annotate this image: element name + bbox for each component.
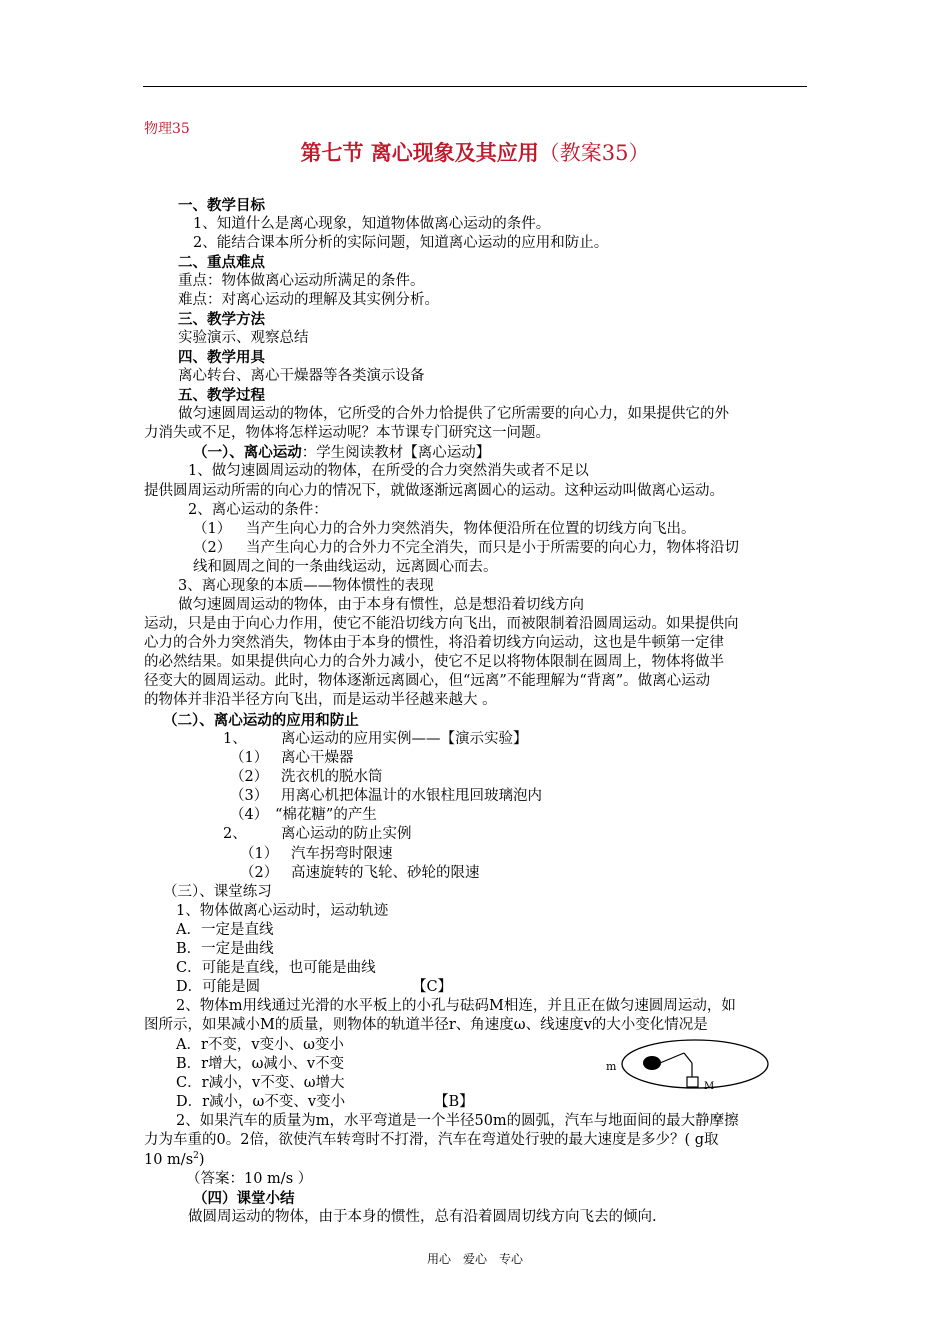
text-line: 做圆周运动的物体，由于本身的惯性，总有沿着圆周切线方向飞去的倾向. xyxy=(188,1209,657,1225)
string xyxy=(660,1053,684,1063)
label-M: M xyxy=(704,1081,715,1092)
list-number: （3） xyxy=(230,788,269,804)
text-line: 2、如果汽车的质量为m，水平弯道是一个半径50m的圆弧，汽车与地面间的最大静摩擦 xyxy=(176,1113,739,1129)
header-rule xyxy=(143,86,807,87)
section-heading: （四）课堂小结 xyxy=(193,1190,295,1207)
weight-M xyxy=(687,1077,698,1087)
text-line: 的必然结果。如果提供向心力的合外力减小，使它不足以将物体限制在圆周上，物体将做半 xyxy=(144,654,724,670)
answer-text: 【C】 xyxy=(412,979,453,995)
text-line: A．一定是直线 xyxy=(176,922,274,938)
text-line: 3、离心现象的本质——物体惯性的表现 xyxy=(178,578,434,594)
text-line: 2、离心运动的条件： xyxy=(188,502,328,518)
text-line: 离心运动的防止实例 xyxy=(281,826,412,842)
text-line: B．r增大，ω减小、v不变 xyxy=(176,1056,345,1072)
text-line: 提供圆周运动所需的向心力的情况下，就做逐渐远离圆心的运动。这种运动叫做离心运动。 xyxy=(144,483,724,499)
page-footer: 用心 爱心 专心 xyxy=(426,1252,523,1266)
text-line: 做匀速圆周运动的物体，它所受的合外力恰提供了它所需要的向心力，如果提供它的外 xyxy=(178,406,729,422)
text-line: 离心运动的应用实例——【演示实验】 xyxy=(281,731,528,747)
text-line: 的物体并非沿半径方向飞出，而是运动半径越来越大 。 xyxy=(144,692,497,708)
subject-tag: 物理35 xyxy=(144,121,190,137)
text-line: C．可能是直线，也可能是曲线 xyxy=(176,960,376,976)
text-line: 做匀速圆周运动的物体，由于本身有惯性，总是想沿着切线方向 xyxy=(178,597,584,613)
text-line: 重点：物体做离心运动所满足的条件。 xyxy=(178,273,425,289)
section-heading: （三）、课堂练习 xyxy=(163,884,272,900)
text-line: 径变大的圆周运动。此时，物体逐渐远离圆心，但“远离”不能理解为“背离”。做离心运动 xyxy=(144,673,711,689)
text-line: 当产生向心力的合外力不完全消失，而只是小于所需要的向心力，物体将沿切 xyxy=(246,540,739,556)
text-line: 汽车拐弯时限速 xyxy=(291,846,393,862)
text-line: 高速旋转的飞轮、砂轮的限速 xyxy=(291,865,480,881)
text-line: 2、能结合课本所分析的实际问题，知道离心运动的应用和防止。 xyxy=(193,235,609,251)
section-heading: 二、重点难点 xyxy=(178,254,265,271)
list-number: （4） xyxy=(230,807,269,823)
text-line: （答案：10 m/s ） xyxy=(186,1171,313,1187)
text-line: 2、物体m用线通过光滑的水平板上的小孔与砝码M相连，并且正在做匀速圆周运动，如 xyxy=(176,998,736,1014)
text-line: 离心转台、离心干燥器等各类演示设备 xyxy=(178,368,425,384)
text-line: 运动，只是由于向心力作用，使它不能沿切线方向飞出，而被限制着沿圆周运动。如果提供向 xyxy=(144,616,739,632)
page-title: 第七节 离心现象及其应用（教案35） xyxy=(300,140,650,165)
list-number: （1） xyxy=(193,521,232,537)
list-number: （1） xyxy=(240,846,279,862)
text-line: 图所示，如果减小M的质量，则物体的轨道半径r、角速度ω、线速度v的大小变化情况是 xyxy=(144,1017,708,1033)
circular-motion-diagram xyxy=(600,1036,775,1096)
list-number: （1） xyxy=(230,750,269,766)
section-heading: 一、教学目标 xyxy=(178,197,265,214)
answer-text: 【B】 xyxy=(434,1094,474,1110)
text-line: D．r减小，ω不变、v变小 xyxy=(176,1094,346,1110)
text-line: 用离心机把体温计的水银柱甩回玻璃泡内 xyxy=(281,788,542,804)
label-m: m xyxy=(606,1060,617,1073)
string xyxy=(684,1053,692,1063)
text-line: “棉花糖”的产生 xyxy=(275,807,377,823)
section-heading: 三、教学方法 xyxy=(178,311,265,328)
text-line: A．r不变，v变小、ω变小 xyxy=(176,1037,344,1053)
list-number: （2） xyxy=(230,769,269,785)
text-line: 10 $m/s^2$) xyxy=(144,1151,205,1168)
section-heading: 五、教学过程 xyxy=(178,387,265,404)
text-line: 难点：对离心运动的理解及其实例分析。 xyxy=(178,292,439,308)
text-line: 力为车重的0。2倍，欲使汽车转弯时不打滑，汽车在弯道处行驶的最大速度是多少？( g取 xyxy=(144,1132,719,1148)
text-line: 线和圆周之间的一条曲线运动，远离圆心而去。 xyxy=(193,559,498,575)
text-line: 力消失或不足，物体将怎样运动呢？本节课专门研究这一问题。 xyxy=(144,425,550,441)
section-heading: （二）、离心运动的应用和防止 xyxy=(163,712,359,729)
text-line: 1、做匀速圆周运动的物体，在所受的合力突然消失或者不足以 xyxy=(188,463,589,479)
section-heading: 四、教学用具 xyxy=(178,349,265,366)
mass-m xyxy=(643,1056,661,1070)
list-number: （2） xyxy=(240,865,279,881)
text-line: B．一定是曲线 xyxy=(176,941,274,957)
text-line: （一）、离心运动：学生阅读教材【离心运动】 xyxy=(193,444,491,461)
text-line: 洗衣机的脱水筒 xyxy=(281,769,383,785)
text-line: 离心干燥器 xyxy=(281,750,354,766)
list-number: 1、 xyxy=(223,731,247,747)
text-line: 1、知道什么是离心现象，知道物体做离心运动的条件。 xyxy=(193,216,551,232)
text-line: 心力的合外力突然消失，物体由于本身的惯性，将沿着切线方向运动，这也是牛顿第一定律 xyxy=(144,635,724,651)
text-line: 1、物体做离心运动时，运动轨迹 xyxy=(176,903,389,919)
text-line: 实验演示、观察总结 xyxy=(178,330,309,346)
text-line: C．r减小，v不变、ω增大 xyxy=(176,1075,345,1091)
text-line: 当产生向心力的合外力突然消失，物体便沿所在位置的切线方向飞出。 xyxy=(246,521,696,537)
list-number: 2、 xyxy=(223,826,247,842)
list-number: （2） xyxy=(193,540,232,556)
text-line: D．可能是圆 xyxy=(176,979,261,995)
